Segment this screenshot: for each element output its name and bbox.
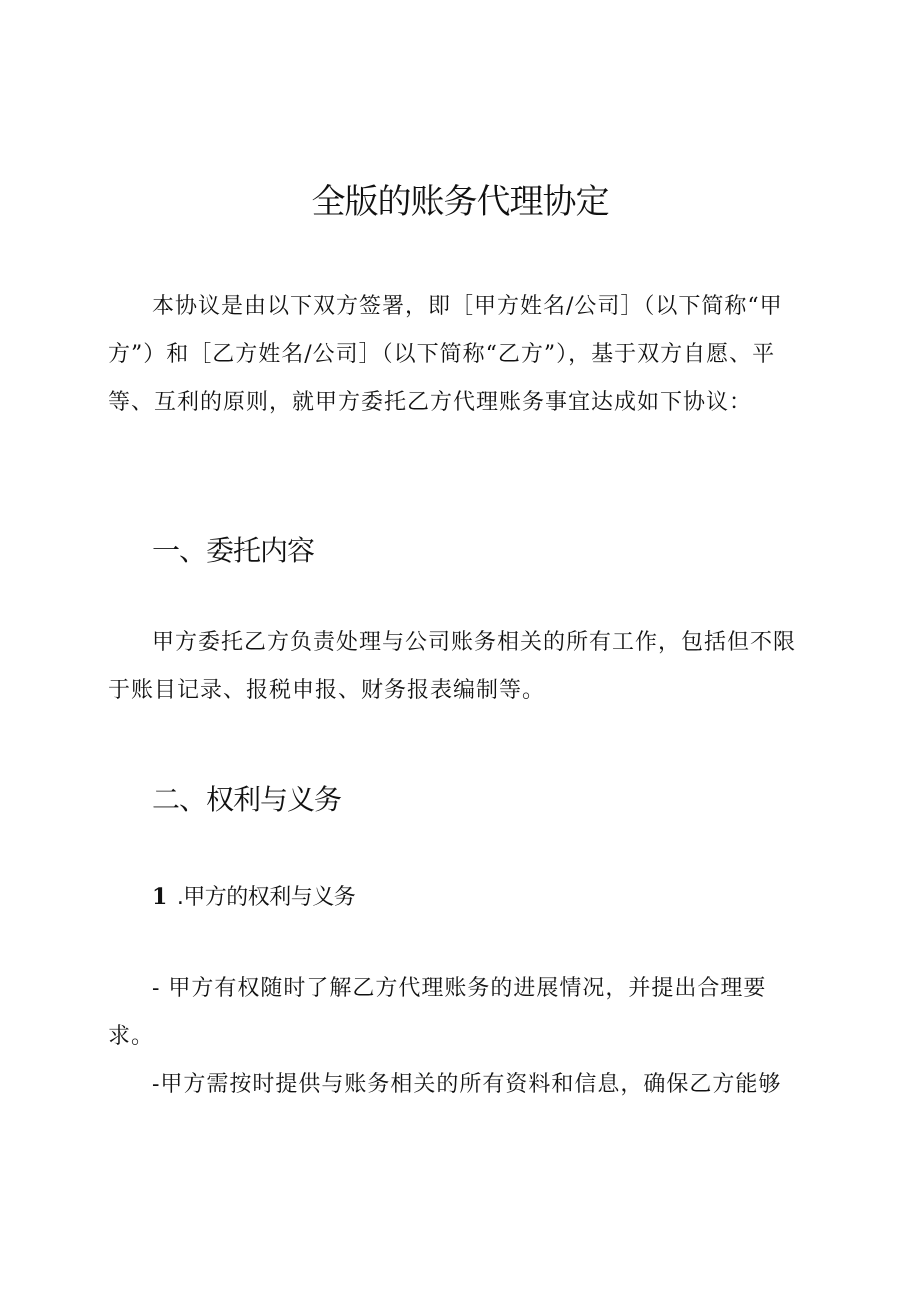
subsection-1-heading — [152, 880, 355, 915]
section-1-heading: 一、委托内容 — [152, 534, 315, 567]
section-1-paragraph: 甲方委托乙方负责处理与公司账务相关的所有工作，包括但不限于账目记录、报税申报、财务报表编制等。 — [108, 630, 797, 703]
subsection-1-title: .甲方的权利与义务 — [176, 885, 356, 910]
intro-paragraph: 本协议是由以下双方签署，即［甲方姓名/公司］（以下简称“甲方”）和［乙方姓名/公司］（以下简称“乙方”），基于双方自愿、平等、互利的原则，就甲方委托乙方代理账务事宜达成如下协议： — [108, 294, 783, 415]
list-item: -甲方需按时提供与账务相关的所有资料和信息，确保乙方能够 — [152, 1072, 782, 1097]
section-2-heading: 二、权利与义务 — [152, 783, 342, 816]
subsection-1-number: 1 — [152, 884, 167, 910]
document-title: 全版的账务代理协定 — [311, 182, 609, 222]
list-item: - 甲方有权随时了解乙方代理账务的进展情况，并提出合理要求。 — [108, 976, 767, 1049]
